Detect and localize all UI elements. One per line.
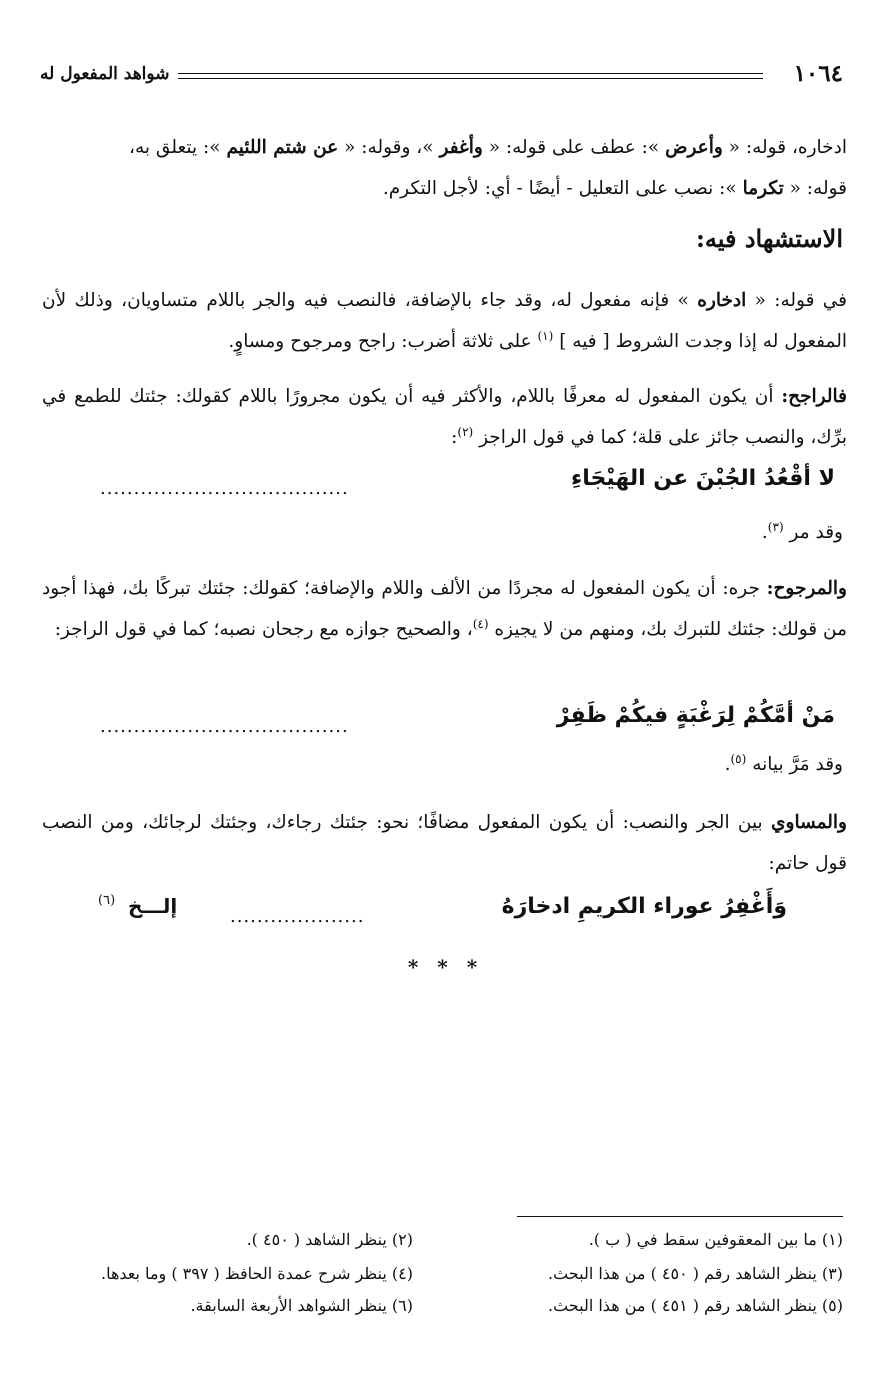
footnote-5: (٥) ينظر الشاهد رقم ( ٤٥١ ) من هذا البحث. [548,1296,843,1315]
verse-ilakh: إلـــخ [128,894,178,918]
footnote-1: (١) ما بين المعقوفين سقط في ( ب ). [588,1230,843,1249]
footnote-ref: (٢) [457,424,474,439]
paragraph-evidence: في قوله: « ادخاره » فإنه مفعول له، وقد جاء بالإضافة، فالنصب فيه والجر باللام متساويان، وذلك لأن المفعول له إذا وجدت الشروط [ فيه ] $^{(١)}$ على ثلاثة أضرب: راجح ومرجوح ومساوٍ. [42,290,847,352]
cross-reference-2: وقد مَرَّ بيانه $^{(٥)}$. [724,751,843,775]
footnote-ref: (١) [537,328,554,343]
paragraph-marjuh: والمرجوح: جره: أن يكون المفعول له مجردًا من الألف واللام والإضافة؛ كقولك: جئتك تبركًا بك، فهذا أجود من قولك: جئتك للتبرك بك، ومنهم من لا يجيزه $^{(٤)}$، والصحيح جوازه مع رجحان نصبه؛ كما في قول الراجز: [42,578,847,640]
paragraph-rajih: فالراجح: أن يكون المفعول له معرفًا باللام، والأكثر فيه أن يكون مجرورًا باللام كقولك: جئتك للطمع في برِّك، والنصب جائز على قلة؛ كما في قول الراجز $^{(٢)}$: [42,386,847,448]
footnote-ref: (٤) [472,616,489,631]
section-heading: الاستشهاد فيه: [696,224,843,253]
footnote-2: (٢) ينظر الشاهد ( ٤٥٠ ). [246,1230,413,1249]
verse-dots-3: .................... [230,906,365,927]
section-separator: * * * [407,955,484,979]
verse-line-2: مَنْ أمَّكُمْ لِرَغْبَةٍ فيكُمْ ظَفِرْ [556,703,835,728]
cross-reference-1: وقد مر $^{(٣)}$. [761,519,843,543]
verse-line-3: وَأَغْفِرُ عوراء الكريمِ ادخارَهُ [501,894,787,919]
running-title: شواهد المفعول له [40,64,170,84]
intro-paragraph: ادخاره، قوله: « وأعرض »: عطف على قوله: « وأغفر »، وقوله: « عن شتم اللئيم »: يتعلق به، قوله: « تكرما »: نصب على التعليل - أيضًا - أي: لأجل التكرم. [128,137,847,199]
page-number: ١٠٦٤ [793,60,843,87]
footnote-ref: (٦) [98,893,116,908]
verse-dots-2: ..................................... [100,716,349,737]
footnote-6: (٦) ينظر الشواهد الأربعة السابقة. [190,1296,413,1315]
header-rule [178,73,763,79]
footnote-3: (٣) ينظر الشاهد رقم ( ٤٥٠ ) من هذا البحث. [548,1264,843,1283]
paragraph-musawi: والمساوي بين الجر والنصب: أن يكون المفعول مضافًا؛ نحو: جئتك رجاءك، وجئتك لرجائك، ومن النصب قول حاتم: [42,812,847,874]
verse-dots-1: ..................................... [100,478,349,499]
footnote-rule [517,1216,843,1217]
footnote-4: (٤) ينظر شرح عمدة الحافظ ( ٣٩٧ ) وما بعدها. [101,1264,413,1283]
verse-line-1: لا أقْعُدُ الجُبْنَ عن الهَيْجَاءِ [570,466,835,491]
